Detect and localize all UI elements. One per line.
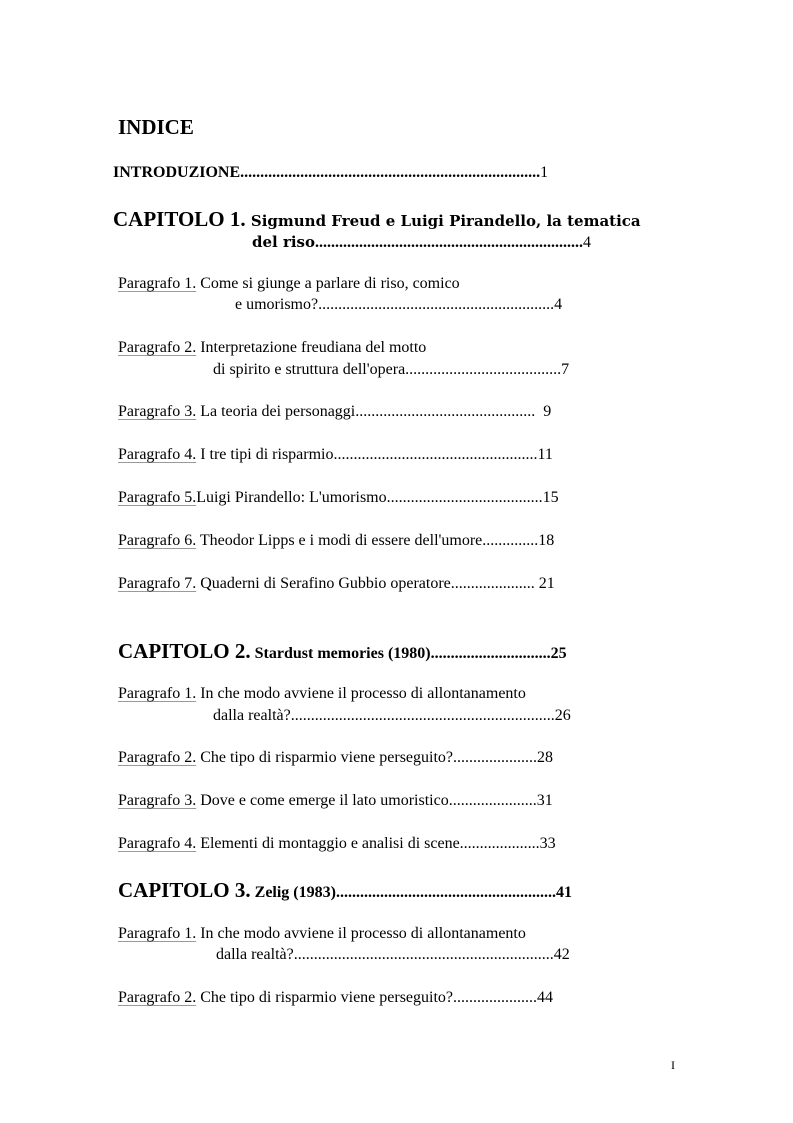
toc-page: 21 [538, 575, 555, 592]
toc-entry[interactable] [118, 989, 553, 1007]
paragraph-label: Paragrafo 5. [118, 489, 197, 506]
toc-page: 28 [537, 749, 554, 766]
paragraph-title: Luigi Pirandello: L'umorismo [196, 489, 387, 506]
paragraph-title: I tre tipi di risparmio [196, 446, 334, 463]
toc-entry[interactable] [118, 792, 553, 810]
toc-entry[interactable] [118, 685, 526, 703]
toc-entry[interactable] [118, 835, 556, 853]
toc-entry-cont[interactable] [213, 707, 571, 725]
paragraph-label: Paragrafo 4. [118, 446, 197, 463]
toc-entry-cont[interactable] [216, 946, 570, 964]
toc-entry[interactable] [118, 403, 551, 421]
toc-chapter-1-cont[interactable] [252, 233, 591, 252]
paragraph-title: Elementi di montaggio e analisi di scene [196, 835, 460, 852]
toc-chapter-1[interactable] [113, 207, 641, 232]
toc-dots: ..................... [453, 749, 538, 766]
toc-page: 44 [537, 989, 554, 1006]
toc-dots: ................................................................. [293, 946, 554, 963]
chapter-subtitle-cont: del riso [252, 233, 316, 251]
toc-page: 7 [561, 361, 570, 378]
toc-dots: ...................... [448, 792, 537, 809]
toc-page: 18 [538, 532, 555, 549]
chapter-subtitle: Sigmund Freud e Luigi Pirandello, la tematica [250, 212, 641, 230]
toc-dots: ........................................................... [318, 296, 555, 313]
toc-page: 15 [542, 489, 559, 506]
toc-entry-introduzione[interactable] [113, 164, 548, 182]
paragraph-title: La teoria dei personaggi [196, 403, 356, 420]
toc-dots: ............................................. [355, 403, 536, 420]
paragraph-title: In che modo avviene il processo di allontanamento [196, 685, 526, 702]
toc-dots: ..................... [453, 989, 538, 1006]
toc-dots: .............. [482, 532, 539, 549]
paragraph-label: Paragrafo 1. [118, 685, 197, 702]
paragraph-title: Che tipo di risparmio viene perseguito? [196, 989, 454, 1006]
toc-entry[interactable] [118, 339, 426, 357]
toc-dots: ....................................... [405, 361, 562, 378]
paragraph-title-cont: di spirito e struttura dell'opera [213, 361, 406, 378]
toc-dots: ................................................... [333, 446, 538, 463]
toc-page: 1 [540, 164, 549, 181]
toc-dots: ....................................................... [335, 884, 556, 901]
paragraph-title: Theodor Lipps e i modi di essere dell'umore [196, 532, 483, 549]
paragraph-title: In che modo avviene il processo di allontanamento [196, 925, 526, 942]
toc-page: 31 [536, 792, 553, 809]
chapter-label: CAPITOLO 1. [113, 207, 246, 231]
toc-dots: .................................................................. [290, 707, 555, 724]
toc-dots: ....................................... [386, 489, 543, 506]
toc-dots: ................................................................... [315, 234, 584, 251]
paragraph-label: Paragrafo 3. [118, 403, 197, 420]
chapter-label: CAPITOLO 3. [118, 878, 251, 902]
paragraph-label: Paragrafo 2. [118, 749, 197, 766]
toc-entry[interactable] [118, 489, 559, 507]
chapter-label: CAPITOLO 2. [118, 639, 251, 663]
toc-page: 4 [554, 296, 563, 313]
paragraph-label: Paragrafo 1. [118, 275, 197, 292]
chapter-subtitle: Stardust memories (1980) [250, 645, 431, 662]
paragraph-label: Paragrafo 1. [118, 925, 197, 942]
paragraph-label: Paragrafo 4. [118, 835, 197, 852]
toc-label: INTRODUZIONE [113, 164, 241, 181]
paragraph-label: Paragrafo 7. [118, 575, 197, 592]
toc-entry[interactable] [118, 925, 526, 943]
chapter-subtitle: Zelig (1983) [250, 884, 336, 901]
paragraph-title: Che tipo di risparmio viene perseguito? [196, 749, 454, 766]
toc-entry[interactable] [118, 275, 460, 293]
toc-entry[interactable] [118, 532, 554, 550]
toc-page: 42 [553, 946, 570, 963]
toc-entry[interactable] [118, 575, 555, 593]
toc-page: 25 [550, 645, 567, 662]
page-title: INDICE [118, 115, 194, 139]
toc-dots: ........................................................................... [240, 164, 541, 181]
paragraph-title-cont: dalla realtà? [213, 707, 291, 724]
paragraph-title-cont: dalla realtà? [216, 946, 294, 963]
toc-page: 9 [535, 403, 552, 420]
paragraph-title: Come si giunge a parlare di riso, comico [196, 275, 460, 292]
toc-page: 33 [539, 835, 556, 852]
toc-page: 11 [537, 446, 553, 463]
toc-dots: .................... [459, 835, 540, 852]
paragraph-title-cont: e umorismo? [235, 296, 319, 313]
paragraph-title: Interpretazione freudiana del motto [196, 339, 427, 356]
paragraph-label: Paragrafo 2. [118, 989, 197, 1006]
toc-entry[interactable] [118, 446, 553, 464]
paragraph-label: Paragrafo 2. [118, 339, 197, 356]
toc-dots: ..................... [450, 575, 539, 592]
toc-entry[interactable] [118, 749, 553, 767]
paragraph-label: Paragrafo 6. [118, 532, 197, 549]
page-number: I [671, 1058, 675, 1072]
toc-entry-cont[interactable] [213, 361, 569, 379]
toc-page: 41 [555, 884, 572, 901]
paragraph-label: Paragrafo 3. [118, 792, 197, 809]
toc-page: 4 [583, 234, 592, 251]
toc-chapter-2[interactable] [118, 639, 567, 664]
toc-page: 26 [554, 707, 571, 724]
toc-chapter-3[interactable] [118, 878, 572, 903]
paragraph-title: Quaderni di Serafino Gubbio operatore [196, 575, 451, 592]
toc-dots: .............................. [430, 645, 551, 662]
paragraph-title: Dove e come emerge il lato umoristico [196, 792, 449, 809]
toc-entry-cont[interactable] [235, 296, 562, 314]
